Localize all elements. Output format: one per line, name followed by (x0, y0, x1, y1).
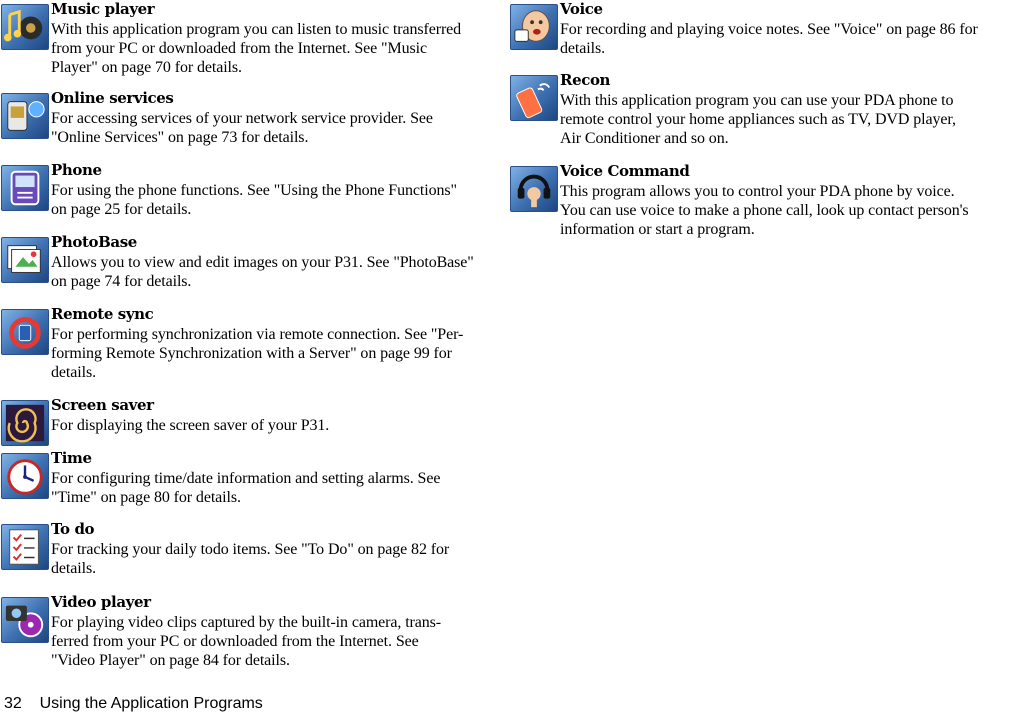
description-line: "Online Services" on page 73 for details. (51, 129, 309, 146)
app-title: Voice (560, 0, 603, 18)
app-description (51, 540, 511, 578)
description-line: For configuring time/date information and setting alarms. See (51, 470, 441, 487)
description-line: With this application program you can listen to music transferred (51, 21, 462, 38)
description-line: You can use voice to make a phone call, look up contact person's (560, 202, 969, 219)
description-line: Allows you to view and edit images on your P31. See "PhotoBase" (51, 254, 474, 271)
description-line: on page 74 for details. (51, 273, 192, 290)
description-line: from your PC or downloaded from the Internet. See "Music (51, 40, 427, 57)
page-footer (4, 694, 263, 714)
app-description (51, 416, 511, 435)
app-title: Music player (51, 0, 155, 18)
app-title: PhotoBase (51, 233, 137, 251)
todo-icon (1, 524, 49, 570)
section-title: Using the Application Programs (39, 695, 263, 712)
recon-icon (510, 75, 558, 121)
description-line: For using the phone functions. See "Using the Phone Functions" (51, 182, 457, 199)
description-line: remote control your home appliances such as TV, DVD player, (560, 111, 956, 128)
description-line: For performing synchronization via remote connection. See "Per- (51, 326, 464, 343)
description-line: details. (51, 364, 96, 381)
description-line: details. (560, 40, 605, 57)
description-line: For tracking your daily todo items. See "To Do" on page 82 for (51, 541, 450, 558)
description-line: Air Conditioner and so on. (560, 130, 729, 147)
remote-sync-icon (1, 309, 49, 355)
music-player-icon (1, 4, 49, 50)
voice-icon (510, 4, 558, 50)
app-title: To do (51, 520, 95, 538)
screen-saver-icon (1, 400, 49, 446)
app-title: Voice Command (560, 162, 690, 180)
app-description (560, 91, 1017, 148)
photobase-icon (1, 237, 49, 283)
page-number: 32 (4, 695, 22, 712)
description-line: With this application program you can use your PDA phone to (560, 92, 954, 109)
description-line: For recording and playing voice notes. See "Voice" on page 86 for (560, 21, 978, 38)
online-services-icon (1, 93, 49, 139)
app-title: Online services (51, 89, 174, 107)
app-description (51, 109, 511, 147)
app-description (51, 253, 511, 291)
app-title: Remote sync (51, 305, 154, 323)
description-line: forming Remote Synchronization with a Server" on page 99 for (51, 345, 452, 362)
app-description (51, 20, 511, 77)
phone-icon (1, 165, 49, 211)
app-title: Phone (51, 161, 102, 179)
description-line: ferred from your PC or downloaded from the Internet. See (51, 633, 419, 650)
app-description (51, 613, 511, 670)
description-line: For accessing services of your network service provider. See (51, 110, 433, 127)
app-title: Recon (560, 71, 611, 89)
voice-command-icon (510, 166, 558, 212)
description-line: "Time" on page 80 for details. (51, 489, 241, 506)
description-line: For playing video clips captured by the built-in camera, trans- (51, 614, 442, 631)
app-description (51, 325, 511, 382)
description-line: details. (51, 560, 96, 577)
description-line: on page 25 for details. (51, 201, 192, 218)
app-description (560, 20, 1017, 58)
app-description (51, 469, 511, 507)
time-icon (1, 453, 49, 499)
app-description (560, 182, 1017, 239)
description-line: Player" on page 70 for details. (51, 59, 242, 76)
app-title: Screen saver (51, 396, 154, 414)
app-title: Video player (51, 593, 151, 611)
app-description (51, 181, 511, 219)
description-line: This program allows you to control your PDA phone by voice. (560, 183, 955, 200)
description-line: "Video Player" on page 84 for details. (51, 652, 290, 669)
app-title: Time (51, 449, 92, 467)
description-line: information or start a program. (560, 221, 755, 238)
description-line: For displaying the screen saver of your P31. (51, 417, 330, 434)
video-player-icon (1, 597, 49, 643)
